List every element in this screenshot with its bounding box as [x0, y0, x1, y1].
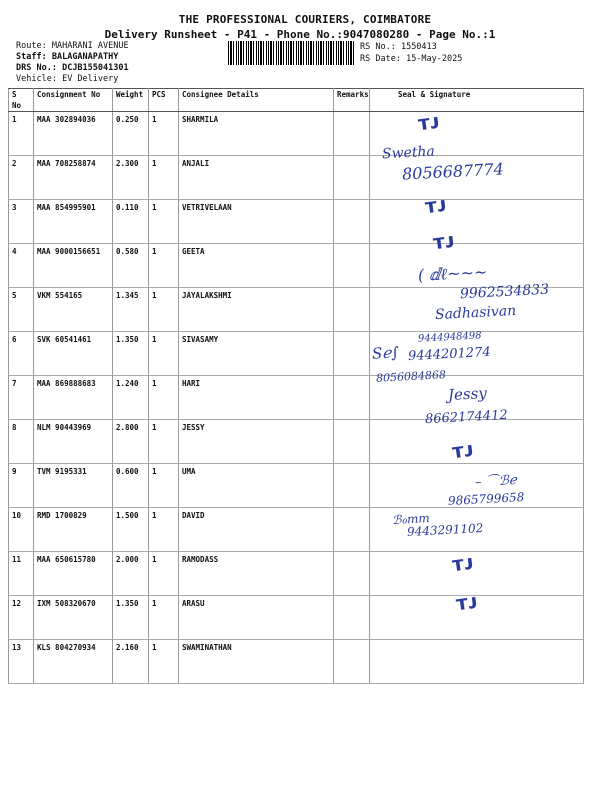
- cell-pcs: 1: [149, 420, 179, 464]
- route-line: [16, 41, 129, 51]
- cell-weight: 2.160: [113, 640, 149, 684]
- cell-sno: 6: [9, 332, 34, 376]
- cell-weight: 2.000: [113, 552, 149, 596]
- cell-pcs: 1: [149, 200, 179, 244]
- cell-consignment: MAA 869888683: [34, 376, 113, 420]
- cell-consignee: GEETA: [179, 244, 334, 288]
- cell-weight: 1.500: [113, 508, 149, 552]
- cell-consignee: SIVASAMY: [179, 332, 334, 376]
- signature-phone: 8056687774: [401, 159, 505, 184]
- table-header-row: [9, 89, 584, 112]
- route-value: MAHARANI AVENUE: [51, 41, 129, 51]
- cell-consignee: UMA: [179, 464, 334, 508]
- cell-remarks: [334, 640, 370, 684]
- runsheet-subtitle: Delivery Runsheet - P41 - Phone No.:9047080280 - Page No.:1: [104, 28, 496, 41]
- cell-signature: [370, 549, 584, 596]
- company-title: THE PROFESSIONAL COURIERS, COIMBATORE: [178, 13, 432, 26]
- table-row: [9, 640, 584, 684]
- signature-phone: 9962534833: [459, 281, 550, 303]
- drs-label: DRS No.:: [16, 63, 57, 73]
- staff-value: BALAGANAPATHY: [51, 52, 119, 62]
- cell-pcs: 1: [149, 464, 179, 508]
- signature-phone: 8662174412: [424, 407, 509, 428]
- cell-sno: 12: [9, 596, 34, 640]
- cell-sno: 3: [9, 200, 34, 244]
- signature-scribble: ℬℴmm: [391, 511, 431, 527]
- cell-consignee: ANJALI: [179, 156, 334, 200]
- cell-sno: 8: [9, 420, 34, 464]
- cell-weight: 1.350: [113, 332, 149, 376]
- cell-signature: [370, 200, 584, 244]
- cell-sno: 11: [9, 552, 34, 596]
- cell-consignment: VKM 554165: [34, 288, 113, 332]
- cell-remarks: [334, 508, 370, 552]
- cell-pcs: 1: [149, 112, 179, 156]
- col-header-weight: Weight: [113, 89, 149, 112]
- cell-weight: 0.600: [113, 464, 149, 508]
- signature-name: Jessy: [447, 383, 488, 405]
- cell-consignee: VETRIVELAAN: [179, 200, 334, 244]
- cell-sno: 1: [9, 112, 34, 156]
- col-header-consignee: Consignee Details: [179, 89, 334, 112]
- cell-consignment: IXM 508320670: [34, 596, 113, 640]
- signature-phone: 9444948498: [417, 330, 482, 345]
- cell-sno: 13: [9, 640, 34, 684]
- cell-consignee: ARASU: [179, 596, 334, 640]
- cell-remarks: [334, 420, 370, 464]
- barcode-image: [228, 41, 354, 65]
- cell-remarks: [334, 288, 370, 332]
- cell-consignment: MAA 302894036: [34, 112, 113, 156]
- signature-phone: 9443291102: [406, 521, 484, 539]
- table-row: [9, 200, 584, 244]
- cell-weight: 1.240: [113, 376, 149, 420]
- signature-scribble: ( ⅆℓ∼∼∼: [417, 262, 488, 285]
- signature-scribble: Sℯ∫: [371, 343, 400, 363]
- staff-line: [16, 52, 118, 62]
- rs-date-line: [360, 54, 462, 64]
- vehicle-value: EV Delivery: [62, 74, 119, 84]
- signature-name: Sadhasivan: [434, 302, 517, 324]
- table-row: [9, 420, 584, 464]
- signature-name: Swetha: [381, 143, 436, 163]
- cell-pcs: 1: [149, 332, 179, 376]
- cell-pcs: 1: [149, 640, 179, 684]
- table-row: [9, 552, 584, 596]
- cell-weight: 0.250: [113, 112, 149, 156]
- col-header-sno: S No: [9, 89, 34, 112]
- cell-pcs: 1: [149, 508, 179, 552]
- signature-phone: 9865799658: [447, 490, 525, 508]
- cell-consignee: JAYALAKSHMI: [179, 288, 334, 332]
- cell-remarks: [334, 200, 370, 244]
- table-row: [9, 112, 584, 156]
- cell-sno: 4: [9, 244, 34, 288]
- cell-remarks: [334, 112, 370, 156]
- cell-consignment: MAA 9000156651: [34, 244, 113, 288]
- cell-consignee: RAMODASS: [179, 552, 334, 596]
- cell-weight: 2.300: [113, 156, 149, 200]
- cell-consignee: SWAMINATHAN: [179, 640, 334, 684]
- cell-remarks: [334, 376, 370, 420]
- cell-weight: 1.345: [113, 288, 149, 332]
- signature-mark: ᴛᴊ: [416, 108, 442, 136]
- vehicle-label: Vehicle:: [16, 74, 57, 84]
- cell-consignment: MAA 854995901: [34, 200, 113, 244]
- cell-sno: 7: [9, 376, 34, 420]
- cell-pcs: 1: [149, 596, 179, 640]
- route-label: Route:: [16, 41, 47, 51]
- signature-mark: ᴛᴊ: [450, 549, 476, 577]
- cell-sno: 10: [9, 508, 34, 552]
- rs-no-value: 1550413: [400, 42, 437, 52]
- cell-remarks: [334, 156, 370, 200]
- vehicle-line: [16, 74, 118, 84]
- col-header-pcs: PCS: [149, 89, 179, 112]
- cell-consignee: DAVID: [179, 508, 334, 552]
- signature-scribble: – ⌒ℬℯ: [474, 472, 518, 491]
- col-header-consignment: Consignment No: [34, 89, 113, 112]
- cell-pcs: 1: [149, 288, 179, 332]
- cell-consignment: TVM 9195331: [34, 464, 113, 508]
- staff-label: Staff:: [16, 52, 47, 62]
- cell-sno: 5: [9, 288, 34, 332]
- table-row: [9, 332, 584, 376]
- cell-consignee: SHARMILA: [179, 112, 334, 156]
- cell-consignment: NLM 90443969: [34, 420, 113, 464]
- cell-weight: 0.580: [113, 244, 149, 288]
- cell-consignee: JESSY: [179, 420, 334, 464]
- cell-pcs: 1: [149, 156, 179, 200]
- cell-sno: 9: [9, 464, 34, 508]
- cell-signature: [370, 420, 584, 464]
- cell-weight: 1.350: [113, 596, 149, 640]
- cell-consignment: SVK 60541461: [34, 332, 113, 376]
- rs-date-value: 15-May-2025: [406, 54, 463, 64]
- cell-signature: [370, 640, 584, 684]
- signature-mark: ᴛᴊ: [454, 588, 480, 616]
- cell-sno: 2: [9, 156, 34, 200]
- signature-mark: ᴛᴊ: [450, 436, 476, 464]
- rs-no-line: [360, 42, 437, 52]
- cell-remarks: [334, 464, 370, 508]
- signature-mark: ᴛᴊ: [431, 227, 457, 255]
- cell-remarks: [334, 244, 370, 288]
- cell-weight: 2.800: [113, 420, 149, 464]
- rs-no-label: RS No.:: [360, 42, 396, 52]
- col-header-signature: Seal & Signature: [370, 89, 584, 112]
- signature-mark: ᴛᴊ: [423, 191, 449, 219]
- cell-remarks: [334, 332, 370, 376]
- cell-weight: 0.110: [113, 200, 149, 244]
- cell-consignment: MAA 650615780: [34, 552, 113, 596]
- drs-line: [16, 63, 129, 73]
- table-row: [9, 244, 584, 288]
- rs-date-label: RS Date:: [360, 54, 401, 64]
- cell-pcs: 1: [149, 552, 179, 596]
- cell-consignee: HARI: [179, 376, 334, 420]
- cell-remarks: [334, 596, 370, 640]
- signature-phone: 9444201274: [407, 344, 492, 365]
- col-header-remarks: Remarks: [334, 89, 370, 112]
- cell-pcs: 1: [149, 244, 179, 288]
- cell-consignment: KLS 804270934: [34, 640, 113, 684]
- cell-remarks: [334, 552, 370, 596]
- signature-phone: 8056084868: [375, 368, 447, 385]
- table-row: [9, 508, 584, 552]
- cell-consignment: RMD 1700829: [34, 508, 113, 552]
- drs-value: DCJB155041301: [62, 63, 129, 73]
- table-row: [9, 596, 584, 640]
- cell-pcs: 1: [149, 376, 179, 420]
- cell-consignment: MAA 708258874: [34, 156, 113, 200]
